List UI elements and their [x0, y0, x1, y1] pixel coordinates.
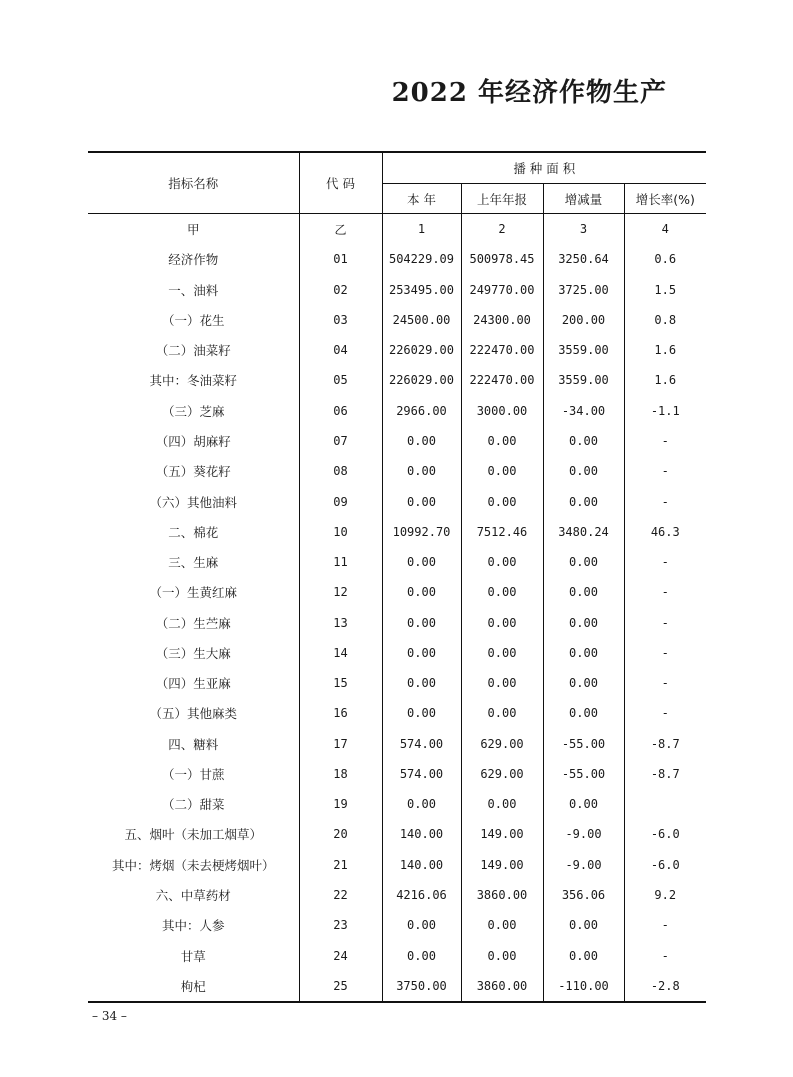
cell-indicator-name: 甘草 [88, 940, 299, 970]
cell-growth-rate: 0.8 [654, 312, 677, 327]
table-row [88, 547, 706, 577]
cell-indicator-name: （二）油菜籽 [88, 335, 299, 365]
cell-increase: 0.00 [543, 486, 624, 516]
cell-this-year: 226029.00 [382, 335, 461, 365]
cell-indicator-name: （五）葵花籽 [88, 456, 299, 486]
cell-code: 04 [299, 335, 382, 365]
cell-growth-rate: - [661, 615, 669, 630]
table-row [88, 759, 706, 789]
cell-last-year: 7512.46 [461, 517, 543, 547]
cell-indicator-name: （三）生大麻 [88, 638, 299, 668]
cell-indicator-name: （五）其他麻类 [88, 698, 299, 728]
cell-indicator-name: 五、烟叶（未加工烟草） [88, 819, 299, 849]
cell-increase: 3250.64 [543, 244, 624, 274]
cell-last-year: 0.00 [461, 910, 543, 940]
cell-increase: 356.06 [543, 880, 624, 910]
cell-last-year: 24300.00 [461, 305, 543, 335]
cell-growth-rate: 46.3 [650, 524, 680, 539]
cell-this-year: 0.00 [382, 638, 461, 668]
cell-increase: 3559.00 [543, 365, 624, 395]
table-row [88, 577, 706, 607]
cell-growth-rate: 0.6 [654, 252, 677, 267]
cell-growth-rate: 4 [661, 222, 669, 237]
cell-this-year: 0.00 [382, 547, 461, 577]
table-row [88, 607, 706, 637]
cell-this-year: 3750.00 [382, 971, 461, 1002]
cell-growth-rate: - [661, 494, 669, 509]
cell-indicator-name: （六）其他油料 [88, 486, 299, 516]
cell-this-year: 24500.00 [382, 305, 461, 335]
cell-growth-rate: 1.5 [654, 282, 677, 297]
cell-growth-rate: - [661, 555, 669, 570]
cell-growth-rate: - [661, 433, 669, 448]
cell-code: 13 [299, 607, 382, 637]
header-increase: 增减量 [543, 184, 624, 214]
cell-this-year: 0.00 [382, 789, 461, 819]
cell-growth-rate: - [661, 585, 669, 600]
table-row [88, 305, 706, 335]
cell-this-year: 0.00 [382, 940, 461, 970]
cell-indicator-name: 其中：冬油菜籽 [88, 365, 299, 395]
cell-code: 17 [299, 729, 382, 759]
cell-code: 25 [299, 971, 382, 1002]
cell-indicator-name: 甲 [88, 214, 299, 245]
cell-indicator-name: 一、油料 [88, 275, 299, 305]
cell-growth-rate: 1.6 [654, 373, 677, 388]
cell-increase: 3 [543, 214, 624, 245]
cell-code: 05 [299, 365, 382, 395]
cell-code: 23 [299, 910, 382, 940]
cell-this-year: 226029.00 [382, 365, 461, 395]
table-row [88, 910, 706, 940]
header-last-year: 上年年报 [461, 184, 543, 214]
cell-growth-rate: - [661, 918, 669, 933]
cell-indicator-name: 二、棉花 [88, 517, 299, 547]
cell-increase: 0.00 [543, 547, 624, 577]
table-row [88, 275, 706, 305]
cell-last-year: 222470.00 [461, 335, 543, 365]
cell-this-year: 0.00 [382, 456, 461, 486]
cell-code: 06 [299, 396, 382, 426]
cell-last-year: 2 [461, 214, 543, 245]
cell-indicator-name: （四）胡麻籽 [88, 426, 299, 456]
cell-growth-rate: -1.1 [650, 403, 680, 418]
table-row [88, 214, 706, 245]
cell-indicator-name: 其中：人参 [88, 910, 299, 940]
cell-indicator-name: 四、糖料 [88, 729, 299, 759]
table-row [88, 971, 706, 1002]
cell-code: 01 [299, 244, 382, 274]
cell-increase: 0.00 [543, 456, 624, 486]
cell-this-year: 0.00 [382, 486, 461, 516]
cell-increase: 0.00 [543, 426, 624, 456]
cell-this-year: 140.00 [382, 819, 461, 849]
cell-this-year: 2966.00 [382, 396, 461, 426]
cell-this-year: 10992.70 [382, 517, 461, 547]
cell-indicator-name: 枸杞 [88, 971, 299, 1002]
cell-increase: -55.00 [543, 729, 624, 759]
cell-last-year: 0.00 [461, 698, 543, 728]
cell-indicator-name: （一）生黄红麻 [88, 577, 299, 607]
cell-increase: 3559.00 [543, 335, 624, 365]
cell-this-year: 0.00 [382, 426, 461, 456]
cell-indicator-name: （三）芝麻 [88, 396, 299, 426]
cell-growth-rate: - [661, 676, 669, 691]
table-row [88, 486, 706, 516]
cell-increase: 0.00 [543, 668, 624, 698]
cell-increase: 0.00 [543, 940, 624, 970]
cell-this-year: 0.00 [382, 577, 461, 607]
cell-growth-rate: 1.6 [654, 343, 677, 358]
cell-increase: 3725.00 [543, 275, 624, 305]
cell-increase: 0.00 [543, 577, 624, 607]
cell-indicator-name: （四）生亚麻 [88, 668, 299, 698]
cell-code: 10 [299, 517, 382, 547]
cell-code: 11 [299, 547, 382, 577]
cell-this-year: 0.00 [382, 910, 461, 940]
cell-growth-rate: -8.7 [650, 766, 680, 781]
cell-last-year: 0.00 [461, 789, 543, 819]
cell-indicator-name: 其中：烤烟（未去梗烤烟叶） [88, 850, 299, 880]
table-body [88, 214, 706, 1002]
cell-this-year: 1 [382, 214, 461, 245]
cell-increase: -9.00 [543, 819, 624, 849]
cell-last-year: 0.00 [461, 668, 543, 698]
cell-indicator-name: （二）生苎麻 [88, 607, 299, 637]
header-this-year: 本 年 [382, 184, 461, 214]
cell-indicator-name: （一）花生 [88, 305, 299, 335]
table-row [88, 819, 706, 849]
cell-this-year: 504229.09 [382, 244, 461, 274]
cell-last-year: 222470.00 [461, 365, 543, 395]
cell-last-year: 149.00 [461, 850, 543, 880]
cell-increase: 200.00 [543, 305, 624, 335]
cell-growth-rate [624, 789, 706, 819]
cell-this-year: 4216.06 [382, 880, 461, 910]
table-row [88, 244, 706, 274]
cell-this-year: 253495.00 [382, 275, 461, 305]
table-row [88, 335, 706, 365]
cell-last-year: 629.00 [461, 759, 543, 789]
cell-code: 15 [299, 668, 382, 698]
cell-last-year: 149.00 [461, 819, 543, 849]
cell-growth-rate: - [661, 645, 669, 660]
cell-code: 08 [299, 456, 382, 486]
cell-code: 22 [299, 880, 382, 910]
cell-code: 02 [299, 275, 382, 305]
cell-last-year: 249770.00 [461, 275, 543, 305]
cell-last-year: 3860.00 [461, 880, 543, 910]
header-code: 代 码 [299, 152, 382, 214]
table-row [88, 517, 706, 547]
cell-code: 24 [299, 940, 382, 970]
cell-increase: -55.00 [543, 759, 624, 789]
table-row [88, 396, 706, 426]
cell-increase: 0.00 [543, 789, 624, 819]
cell-growth-rate: -6.0 [650, 857, 680, 872]
cell-increase: 0.00 [543, 910, 624, 940]
cell-last-year: 0.00 [461, 456, 543, 486]
cell-increase: -9.00 [543, 850, 624, 880]
cell-last-year: 0.00 [461, 638, 543, 668]
cell-code: 20 [299, 819, 382, 849]
cell-increase: -34.00 [543, 396, 624, 426]
cell-indicator-name: 三、生麻 [88, 547, 299, 577]
cell-code: 18 [299, 759, 382, 789]
table-row [88, 638, 706, 668]
cell-indicator-name: （二）甜菜 [88, 789, 299, 819]
cell-last-year: 500978.45 [461, 244, 543, 274]
cell-code: 16 [299, 698, 382, 728]
cell-growth-rate: 9.2 [654, 887, 677, 902]
cell-growth-rate: - [661, 706, 669, 721]
cell-this-year: 574.00 [382, 759, 461, 789]
table-row [88, 365, 706, 395]
cell-last-year: 0.00 [461, 547, 543, 577]
cell-last-year: 629.00 [461, 729, 543, 759]
cell-last-year: 3860.00 [461, 971, 543, 1002]
table-row [88, 729, 706, 759]
header-sown-area: 播 种 面 积 [382, 152, 706, 184]
cell-code: 21 [299, 850, 382, 880]
cell-increase: 0.00 [543, 638, 624, 668]
crop-production-table [88, 151, 706, 1003]
cell-growth-rate: -2.8 [624, 971, 706, 1002]
cell-indicator-name: 六、中草药材 [88, 880, 299, 910]
cell-growth-rate: - [661, 464, 669, 479]
table-row [88, 850, 706, 880]
cell-this-year: 0.00 [382, 668, 461, 698]
cell-code: 12 [299, 577, 382, 607]
cell-code: 03 [299, 305, 382, 335]
cell-this-year: 574.00 [382, 729, 461, 759]
cell-increase: 0.00 [543, 607, 624, 637]
cell-code: 14 [299, 638, 382, 668]
cell-last-year: 0.00 [461, 577, 543, 607]
cell-this-year: 140.00 [382, 850, 461, 880]
cell-code: 07 [299, 426, 382, 456]
page-number: – 34 – [92, 1009, 127, 1023]
header-indicator-name: 指标名称 [88, 152, 299, 214]
cell-increase: 3480.24 [543, 517, 624, 547]
cell-this-year: 0.00 [382, 607, 461, 637]
table-row [88, 940, 706, 970]
cell-increase: -110.00 [543, 971, 624, 1002]
cell-indicator-name: 经济作物 [88, 244, 299, 274]
cell-last-year: 0.00 [461, 426, 543, 456]
cell-growth-rate: - [661, 948, 669, 963]
cell-code: 19 [299, 789, 382, 819]
cell-growth-rate: -6.0 [650, 827, 680, 842]
table-row [88, 880, 706, 910]
cell-this-year: 0.00 [382, 698, 461, 728]
cell-last-year: 3000.00 [461, 396, 543, 426]
cell-last-year: 0.00 [461, 486, 543, 516]
table-row [88, 698, 706, 728]
header-growth-rate: 增长率(%) [624, 184, 706, 214]
table-row [88, 789, 706, 819]
cell-increase: 0.00 [543, 698, 624, 728]
cell-code: 09 [299, 486, 382, 516]
cell-last-year: 0.00 [461, 607, 543, 637]
cell-indicator-name: （一）甘蔗 [88, 759, 299, 789]
table-row [88, 456, 706, 486]
cell-growth-rate: -8.7 [650, 736, 680, 751]
table-row [88, 426, 706, 456]
cell-last-year: 0.00 [461, 940, 543, 970]
page-title: 2022 年经济作物生产 [391, 78, 667, 108]
table-row [88, 668, 706, 698]
cell-code: 乙 [299, 214, 382, 245]
